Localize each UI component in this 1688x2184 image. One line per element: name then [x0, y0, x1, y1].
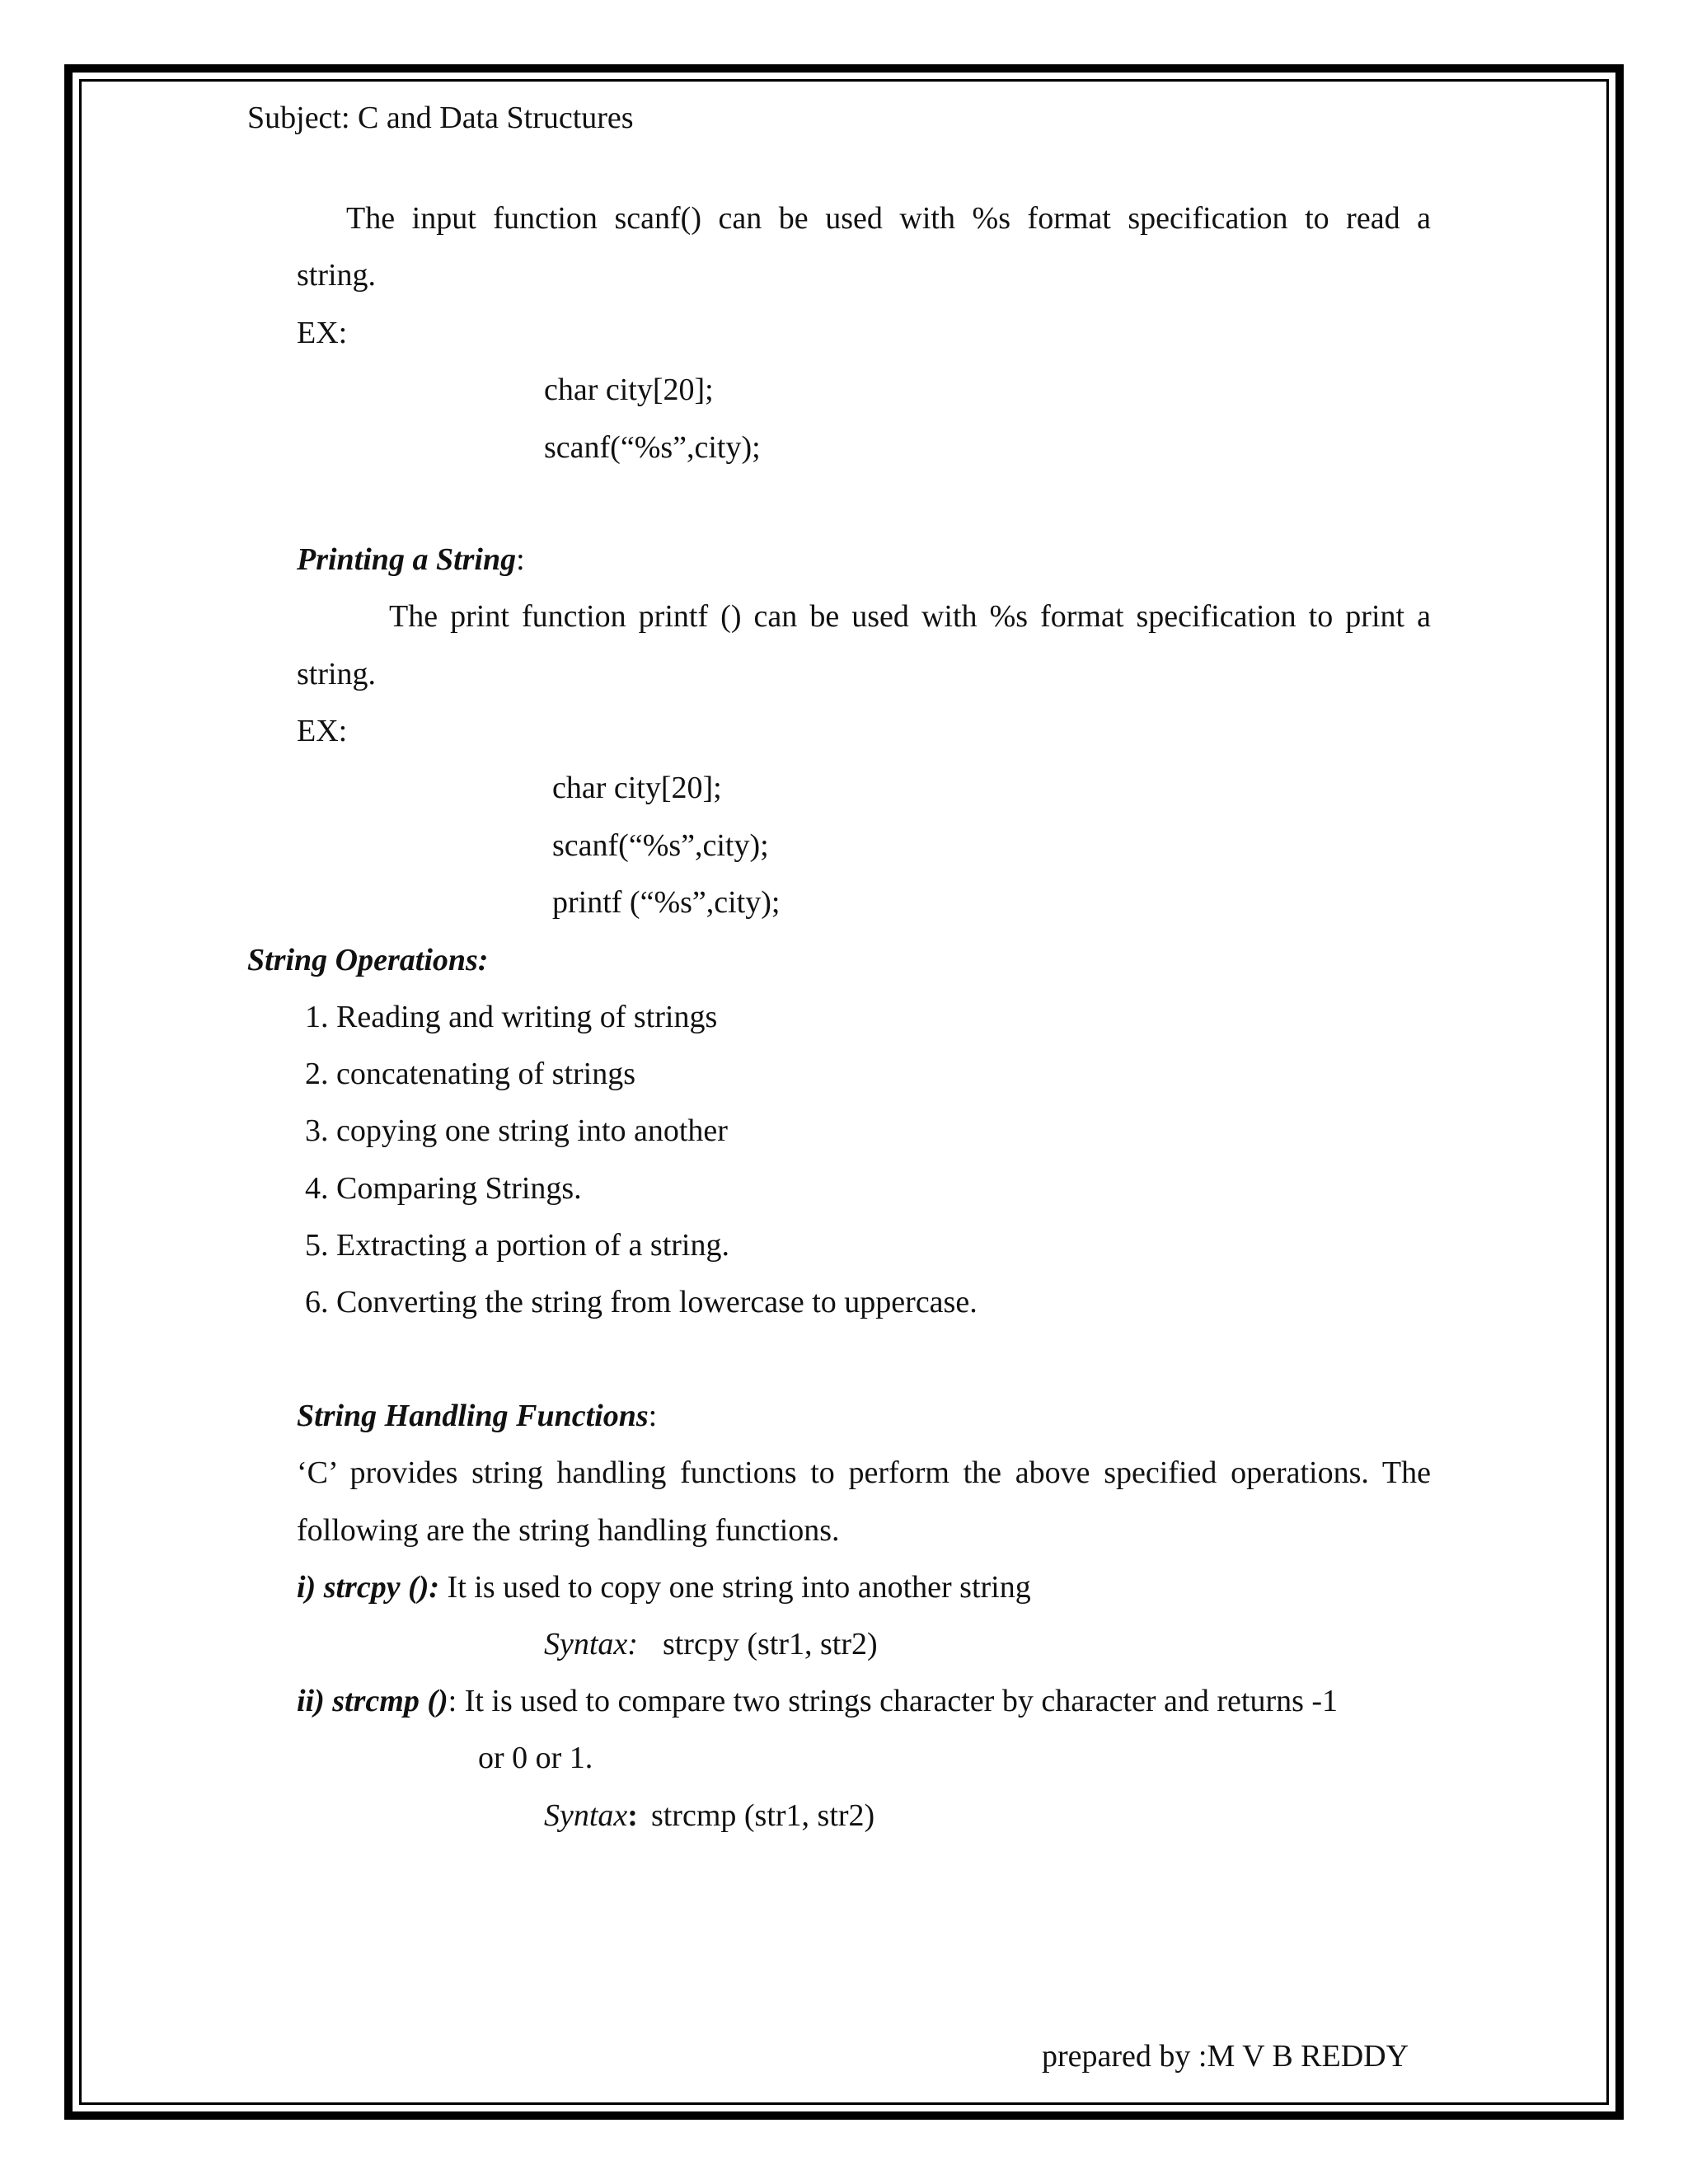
scanf-ex-label: EX: — [297, 316, 348, 350]
subject-header: Subject: C and Data Structures — [247, 101, 634, 135]
printing-heading-colon: : — [516, 542, 525, 577]
operations-item-3: 3. copying one string into another — [305, 1113, 728, 1148]
strcpy-syntax: strcpy (str1, str2) — [662, 1627, 878, 1661]
strcmp-syntax-colon: : — [627, 1798, 638, 1833]
prepared-by-footer: prepared by :M V B REDDY — [1042, 2039, 1409, 2074]
strcmp-syntax-line — [544, 1800, 874, 1831]
operations-item-4: 4. Comparing Strings. — [305, 1171, 582, 1206]
strcpy-line — [297, 1572, 1031, 1603]
functions-heading — [297, 1400, 657, 1432]
functions-heading-colon: : — [648, 1399, 658, 1433]
strcpy-label: i) strcpy (): — [297, 1570, 440, 1605]
operations-item-1: 1. Reading and writing of strings — [305, 1000, 718, 1034]
strcmp-syntax-label: Syntax — [544, 1798, 628, 1833]
operations-item-2: 2. concatenating of strings — [305, 1057, 636, 1091]
strcpy-syntax-label: Syntax: — [544, 1627, 638, 1661]
strcpy-syntax-line — [544, 1629, 878, 1660]
printing-heading-text: Printing a String — [297, 542, 517, 577]
printing-code-line-2: scanf(“%s”,city); — [552, 828, 769, 863]
functions-heading-text: String Handling Functions — [297, 1399, 649, 1433]
strcmp-label: ii) strcmp () — [297, 1684, 448, 1718]
strcmp-syntax: strcmp (str1, str2) — [650, 1798, 875, 1833]
functions-intro-line1: ‘C’ provides string handling functions to perform the above specified operations. The — [297, 1455, 1431, 1490]
strcmp-desc-cont: or 0 or 1. — [478, 1741, 593, 1775]
scanf-code-line-2: scanf(“%s”,city); — [544, 430, 761, 465]
operations-item-6: 6. Converting the string from lowercase to uppercase. — [305, 1285, 978, 1319]
scanf-code-line-1: char city[20]; — [544, 373, 714, 407]
scanf-intro-line1: The input function scanf() can be used with %s format specification to read a — [346, 201, 1431, 236]
strcmp-line — [297, 1685, 1338, 1717]
printing-code-line-1: char city[20]; — [552, 771, 722, 805]
operations-heading: String Operations: — [247, 943, 489, 977]
printing-ex-label: EX: — [297, 714, 348, 748]
printing-heading — [297, 544, 525, 575]
scanf-intro-line2: string. — [297, 258, 377, 293]
printing-intro-line2: string. — [297, 657, 377, 691]
strcpy-desc: It is used to copy one string into another string — [439, 1570, 1031, 1605]
operations-item-5: 5. Extracting a portion of a string. — [305, 1228, 729, 1263]
strcmp-desc: : It is used to compare two strings character by character and returns -1 — [448, 1684, 1339, 1718]
printing-code-line-3: printf (“%s”,city); — [552, 885, 781, 920]
functions-intro-line2: following are the string handling functions. — [297, 1513, 840, 1548]
printing-intro-line1: The print function printf () can be used with %s format specification to print a — [389, 599, 1431, 634]
